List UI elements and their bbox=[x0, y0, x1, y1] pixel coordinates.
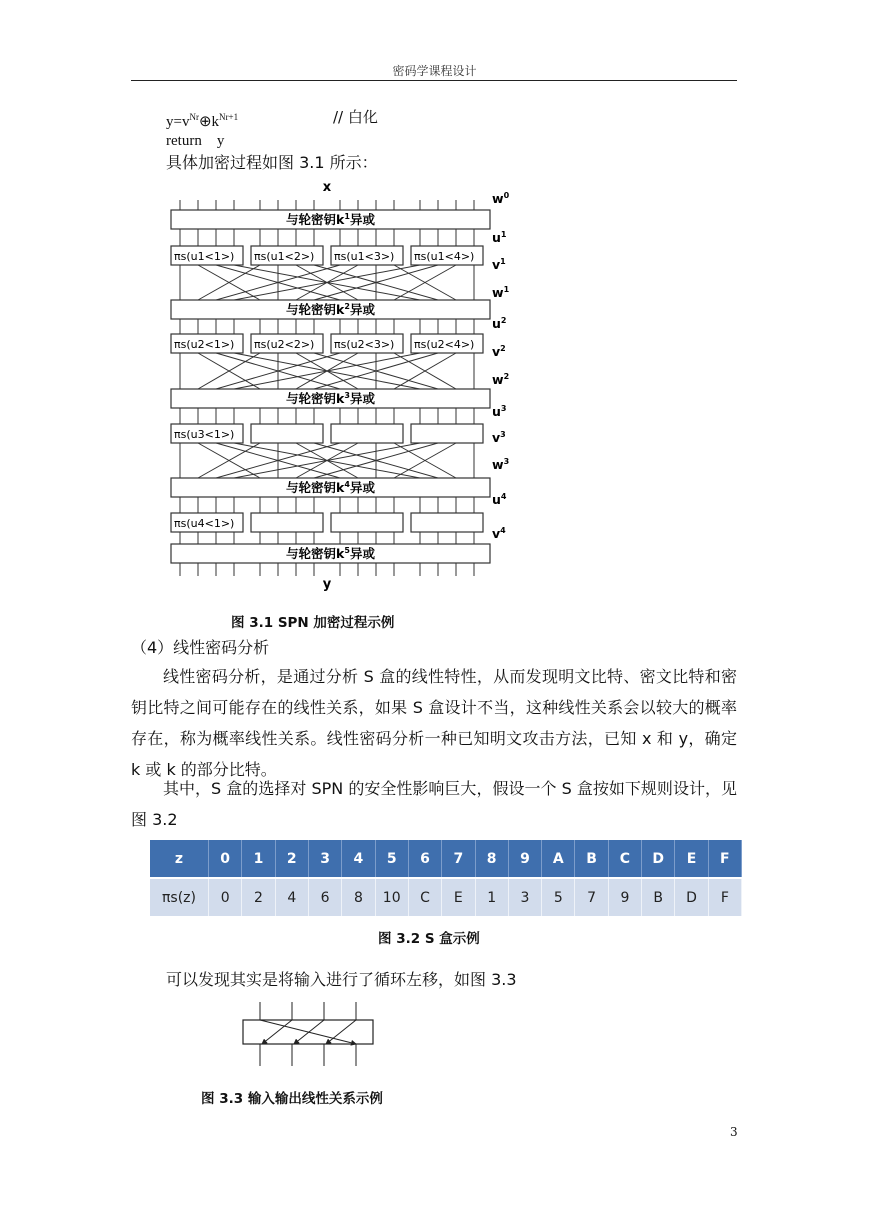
header-rule bbox=[131, 80, 737, 81]
sbox-input-cell: 9 bbox=[508, 840, 541, 878]
sbox-input-cell: F bbox=[708, 840, 741, 878]
diagram-right-label: $v^2$ bbox=[492, 344, 506, 359]
paragraph-linear-analysis: 线性密码分析，是通过分析 S 盒的线性特性，从而发现明文比特、密文比特和密钥比特之间可能存在的线性关系，如果 S 盒设计不当，这种线性关系会以较大的概率存在，称为概率线性关系。线性密码分析一种已知明文攻击方法，已知 x 和 y，确定 k 或 k 的部分比特。 bbox=[131, 667, 737, 779]
rotation-diagram bbox=[236, 1000, 380, 1072]
diagram-right-label: $v^4$ bbox=[492, 526, 506, 541]
code-line-return: return y bbox=[166, 133, 225, 149]
sbox-output-cell: 0 bbox=[209, 878, 242, 916]
sbox-input-cell: 7 bbox=[442, 840, 475, 878]
diagram-right-label: $w^3$ bbox=[492, 457, 510, 472]
diagram-right-label: $w^0$ bbox=[492, 191, 510, 206]
sbox-input-cell: 6 bbox=[408, 840, 441, 878]
sbox-box-label: πs(u1<3>) bbox=[334, 250, 395, 263]
diagram-right-label: $v^1$ bbox=[492, 257, 506, 272]
sbox-output-cell: B bbox=[642, 878, 675, 916]
sbox-input-cell: 1 bbox=[242, 840, 275, 878]
sbox-output-cell: 8 bbox=[342, 878, 375, 916]
diagram-right-label: $u^1$ bbox=[492, 230, 507, 245]
spn-encryption-diagram bbox=[160, 176, 530, 596]
page-number: 3 bbox=[730, 1125, 738, 1139]
sbox-output-cell: 2 bbox=[242, 878, 275, 916]
sbox-output-cell: 5 bbox=[542, 878, 575, 916]
sbox-input-cell: A bbox=[542, 840, 575, 878]
sbox-box bbox=[331, 513, 403, 532]
sbox-box bbox=[251, 424, 323, 443]
figure-3-3-caption: 图 3.3 输入输出线性关系示例 bbox=[201, 1091, 383, 1107]
sbox-output-cell: 3 bbox=[508, 878, 541, 916]
diagram-right-label: $u^2$ bbox=[492, 316, 507, 331]
sbox-table-header-row bbox=[150, 840, 742, 878]
sbox-box-label: πs(u4<1>) bbox=[174, 517, 235, 530]
sbox-output-cell: 4 bbox=[275, 878, 308, 916]
paragraph-sbox-choice: 其中，S 盒的选择对 SPN 的安全性影响巨大，假设一个 S 盒按如下规则设计，见图 3.2 bbox=[131, 779, 737, 829]
figure-3-2-caption: 图 3.2 S 盒示例 bbox=[378, 931, 480, 947]
diagram-right-label: $w^1$ bbox=[492, 285, 510, 300]
diagram-right-label: $w^2$ bbox=[492, 372, 510, 387]
sbox-input-cell: 5 bbox=[375, 840, 408, 878]
sbox-box bbox=[411, 513, 483, 532]
code-sup-nr: Nr bbox=[189, 112, 199, 122]
sbox-input-cell: E bbox=[675, 840, 708, 878]
figure-3-1-caption: 图 3.1 SPN 加密过程示例 bbox=[231, 615, 395, 631]
paragraph-rotation: 可以发现其实是将输入进行了循环左移，如图 3.3 bbox=[166, 970, 517, 989]
sbox-input-cell: B bbox=[575, 840, 608, 878]
sbox-box bbox=[331, 424, 403, 443]
diagram-output-y: y bbox=[322, 577, 332, 592]
sbox-input-cell: C bbox=[608, 840, 641, 878]
round-key-xor-label: 与轮密钥$k^4$异或 bbox=[286, 480, 375, 495]
round-key-xor-label: 与轮密钥$k^2$异或 bbox=[286, 302, 375, 317]
sbox-input-cell: 4 bbox=[342, 840, 375, 878]
sbox-input-cell: 3 bbox=[308, 840, 341, 878]
sbox-box bbox=[411, 424, 483, 443]
sbox-box-label: πs(u2<2>) bbox=[254, 338, 315, 351]
code-comment-whitening: // 白化 bbox=[333, 108, 378, 126]
sbox-box-label: πs(u2<4>) bbox=[414, 338, 475, 351]
sbox-output-cell: 1 bbox=[475, 878, 508, 916]
sbox-output-cell: C bbox=[408, 878, 441, 916]
sbox-input-cell: 0 bbox=[209, 840, 242, 878]
sbox-output-cell: E bbox=[442, 878, 475, 916]
diagram-right-label: $v^3$ bbox=[492, 430, 506, 445]
sbox-box-label: πs(u2<3>) bbox=[334, 338, 395, 351]
diagram-input-x: x bbox=[322, 180, 332, 195]
round-key-xor-label: 与轮密钥$k^5$异或 bbox=[286, 546, 375, 561]
sbox-box bbox=[251, 513, 323, 532]
code-y-eq-v: y=v bbox=[166, 114, 190, 130]
sbox-output-cell: F bbox=[708, 878, 741, 916]
section-heading-linear: （4）线性密码分析 bbox=[131, 638, 270, 657]
sbox-table bbox=[150, 840, 742, 916]
sbox-output-cell: 7 bbox=[575, 878, 608, 916]
sbox-box-label: πs(u1<1>) bbox=[174, 250, 235, 263]
page-header-title: 密码学课程设计 bbox=[392, 64, 477, 78]
sbox-input-cell: 8 bbox=[475, 840, 508, 878]
round-key-xor-label: 与轮密钥$k^1$异或 bbox=[286, 212, 375, 227]
sbox-row-label: πs(z) bbox=[150, 878, 209, 916]
sbox-output-cell: 6 bbox=[308, 878, 341, 916]
sbox-box-label: πs(u3<1>) bbox=[174, 428, 235, 441]
round-key-xor-label: 与轮密钥$k^3$异或 bbox=[286, 391, 375, 406]
code-line-whitening bbox=[166, 107, 238, 132]
diagram-right-label: $u^4$ bbox=[492, 492, 507, 507]
sbox-box-label: πs(u2<1>) bbox=[174, 338, 235, 351]
code-sup-nr1: Nr+1 bbox=[219, 112, 239, 122]
intro-line: 具体加密过程如图 3.1 所示： bbox=[166, 153, 378, 172]
sbox-header-label: z bbox=[150, 840, 209, 878]
sbox-output-cell: 10 bbox=[375, 878, 408, 916]
code-xor-k: ⊕k bbox=[198, 114, 220, 130]
sbox-box-label: πs(u1<4>) bbox=[414, 250, 475, 263]
sbox-output-cell: 9 bbox=[608, 878, 641, 916]
sbox-output-cell: D bbox=[675, 878, 708, 916]
sbox-input-cell: 2 bbox=[275, 840, 308, 878]
sbox-input-cell: D bbox=[642, 840, 675, 878]
diagram-right-label: $u^3$ bbox=[492, 404, 507, 419]
sbox-box-label: πs(u1<2>) bbox=[254, 250, 315, 263]
sbox-table-output-row bbox=[150, 878, 742, 916]
